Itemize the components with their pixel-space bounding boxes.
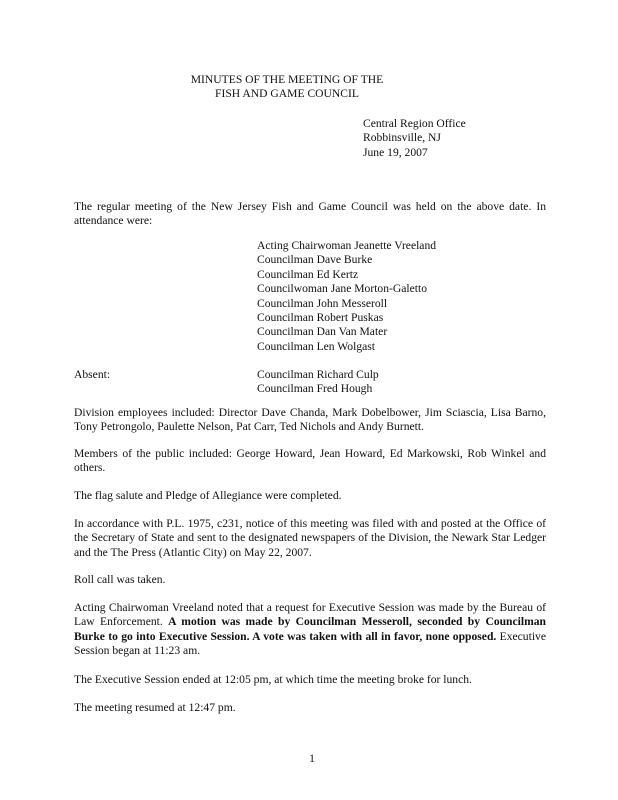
resumed-paragraph [74, 701, 546, 715]
attendee-item: Councilman Robert Puskas [257, 310, 384, 324]
title-line-1: MINUTES OF THE MEETING OF THE [190, 73, 384, 86]
intro-text: The regular meeting of the New Jersey Fish and Game Council was held on the above date. In attendance were: [74, 200, 546, 228]
executive-session-motion: A motion was made by Councilman Messeroll, seconded by Councilman Burke to go into Executive Session. A vote was taken with all in favor, none opposed. [74, 615, 546, 643]
attendee-item: Councilman Ed Kertz [257, 267, 359, 281]
attendee-item: Acting Chairwoman Jeanette Vreeland [257, 239, 437, 252]
location-office: Central Region Office [363, 117, 466, 130]
notice-paragraph [74, 517, 546, 560]
attendee-item: Councilman Dan Van Mater [257, 325, 388, 339]
public-members-paragraph [74, 447, 546, 476]
attendee-item: Councilman Len Wolgast [257, 339, 375, 353]
executive-session-paragraph [74, 601, 546, 659]
attendee-item: Councilman Dave Burke [257, 253, 373, 267]
intro-paragraph [74, 200, 546, 229]
absent-label: Absent: [74, 368, 111, 381]
resumed-text: The meeting resumed at 12:47 pm. [74, 701, 236, 714]
notice-text: In accordance with P.L. 1975, c231, notice of this meeting was filed with and posted at the Office of the Secretary of State and sent to the designated newspapers of the Division, the Newark Star Ledger and the The Press (Atlantic City) on May 22, 2007. [74, 517, 546, 559]
roll-call-text: Roll call was taken. [74, 573, 166, 586]
session-ended-text: The Executive Session ended at 12:05 pm, at which time the meeting broke for lunch. [74, 673, 472, 686]
page-number: 1 [309, 752, 315, 765]
division-employees-paragraph [74, 406, 546, 435]
executive-session-lead: Acting Chairwoman Vreeland noted that a request for Executive Session was made by the Bureau of Law Enforcement. [74, 601, 546, 629]
flag-salute-text: The flag salute and Pledge of Allegiance were completed. [74, 489, 342, 502]
absent-item: Councilman Fred Hough [257, 382, 373, 396]
absent-item: Councilman Richard Culp [257, 368, 379, 381]
executive-session-tail: Executive Session began at 11:23 am. [74, 629, 546, 658]
attendee-item: Councilman John Messeroll [257, 296, 388, 310]
roll-call-paragraph [74, 573, 546, 587]
session-ended-paragraph [74, 673, 546, 687]
title-line-2: FISH AND GAME COUNCIL [215, 87, 359, 101]
meeting-location [363, 117, 466, 160]
executive-session-text [74, 601, 546, 659]
location-city: Robbinsville, NJ [363, 131, 441, 145]
absent-list [257, 368, 379, 397]
attendee-list [257, 239, 436, 354]
attendee-item: Councilwoman Jane Morton-Galetto [257, 282, 428, 296]
meeting-date: June 19, 2007 [363, 145, 428, 159]
division-employees-text: Division employees included: Director Dave Chanda, Mark Dobelbower, Jim Sciascia, Lisa Barno, Tony Petrongolo, Paulette Nelson, Pat Carr, Ted Nichols and Andy Burnett. [74, 406, 546, 434]
document-title [0, 73, 596, 102]
flag-salute-paragraph [74, 489, 546, 503]
public-members-text: Members of the public included: George Howard, Jean Howard, Ed Markowski, Rob Winkel and others. [74, 447, 546, 475]
